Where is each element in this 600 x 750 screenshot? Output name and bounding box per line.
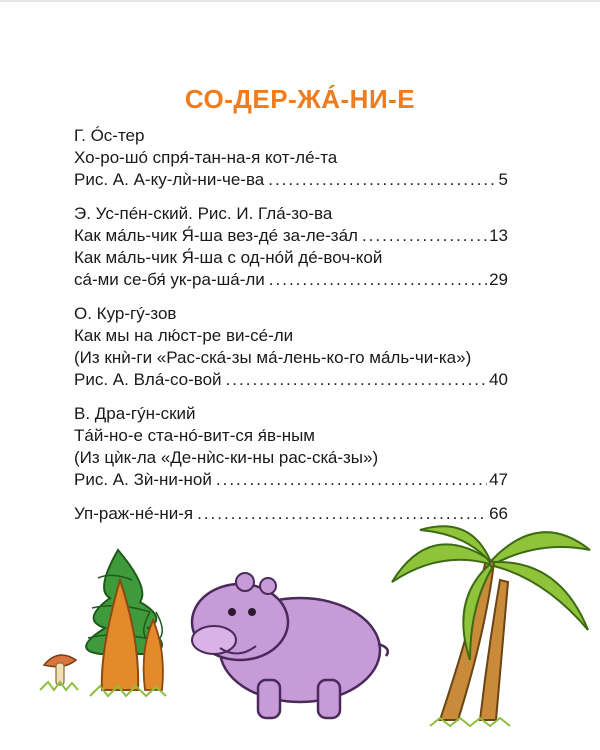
toc-story-title: Хо-ро-шó спря́-тан-на-я кот-лé-та <box>74 148 338 167</box>
page-number: 47 <box>489 470 508 489</box>
toc-story-title: Тáй-но-е ста-нó-вит-ся я́в-ным <box>74 426 315 445</box>
leader-dots <box>362 225 487 247</box>
page-number: 5 <box>498 170 508 189</box>
page-title: СО-ДЕР-ЖÁ-НИ-Е <box>184 84 416 114</box>
toc-author: О. Кур-гý-зов <box>74 304 177 323</box>
toc-story-title: Как мы на лю́ст-ре ви-сé-ли <box>74 326 294 345</box>
toc-row-text: Уп-раж-нé-ни-я <box>74 504 194 523</box>
toc-entry-oster <box>74 125 508 191</box>
toc-entry-dragunsky <box>74 403 508 491</box>
toc-row-text: Как мáль-чик Я́-ша вез-дé за-ле-зáл <box>74 226 358 245</box>
page-number: 29 <box>489 270 508 289</box>
toc-row[interactable] <box>74 369 508 391</box>
fir-tree-icon <box>86 550 166 696</box>
illustration-strip <box>0 520 600 750</box>
leader-dots <box>268 169 496 191</box>
toc-source-note: (Из цѝк-ла «Де-нѝс-ки-ны рас-скá-зы») <box>74 448 379 467</box>
toc-row[interactable] <box>74 469 508 491</box>
page-number: 66 <box>489 504 508 523</box>
toc-author: В. Дра-гýн-ский <box>74 404 196 423</box>
page-number: 13 <box>489 226 508 245</box>
toc-row-text: Рис. А. Влá-со-вой <box>74 370 222 389</box>
page-number: 40 <box>489 370 508 389</box>
top-rule <box>0 0 600 2</box>
toc-row[interactable] <box>74 225 508 247</box>
toc-author: Г. Óс-тер <box>74 126 145 145</box>
toc-source-note: (Из кнѝ-ги «Рас-скá-зы мá-лень-ко-го мáль-чи-ка») <box>74 348 472 367</box>
leader-dots <box>226 369 488 391</box>
toc-entry-uspensky <box>74 203 508 291</box>
palm-tree-icon <box>392 526 590 726</box>
toc-row-text: Рис. А. Зѝ-ни-ной <box>74 470 212 489</box>
toc-row[interactable] <box>74 169 508 191</box>
toc-author: Э. Ус-пéн-ский. Рис. И. Глá-зо-ва <box>74 204 333 223</box>
toc-entry-kurguzov <box>74 303 508 391</box>
toc-row[interactable] <box>74 269 508 291</box>
leader-dots <box>269 269 487 291</box>
toc-row-text: сá-ми се-бя́ ук-ра-шá-ли <box>74 270 265 289</box>
table-of-contents <box>74 125 508 537</box>
toc-row-text: Рис. А. А-ку-лѝ-ни-че-ва <box>74 170 265 189</box>
mushroom-icon <box>40 655 78 690</box>
toc-story-title: Как мáль-чик Я́-ша с од-нóй дé-воч-кой <box>74 248 383 267</box>
hippo-icon <box>192 573 388 718</box>
leader-dots <box>216 469 487 491</box>
